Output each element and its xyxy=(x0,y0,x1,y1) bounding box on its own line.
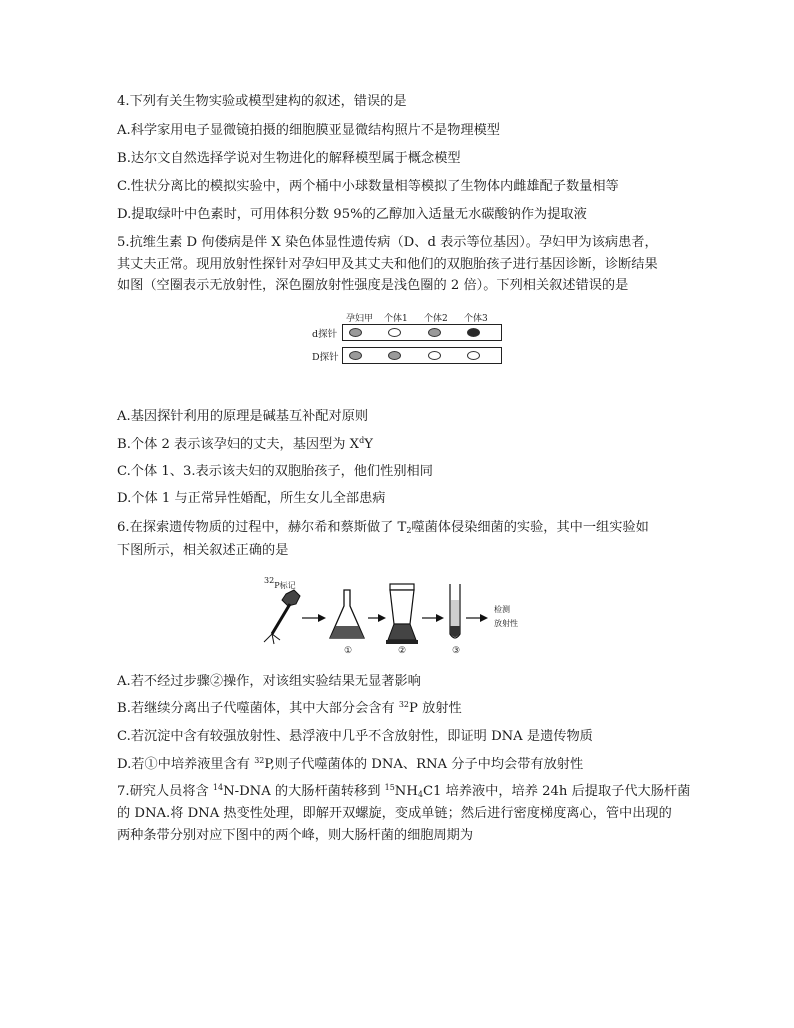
phage-icon xyxy=(264,590,300,644)
d-probe-spot-pregnant-woman xyxy=(349,328,362,337)
q5-stem-line-2: 其丈夫正常。现用放射性探针对孕妇甲及其丈夫和他们的双胞胎孩子进行基因诊断，诊断结果 xyxy=(117,257,658,272)
header-pregnant-woman: 孕妇甲 xyxy=(346,314,374,324)
D-probe-spot-individual-1 xyxy=(388,351,401,360)
detect-label: 检测 xyxy=(494,605,510,614)
step-label-3: ③ xyxy=(452,646,461,656)
q6-option-c: C.若沉淀中含有较强放射性、悬浮液中几乎不含放射性，即证明 DNA 是遗传物质 xyxy=(117,729,593,744)
header-individual-2: 个体2 xyxy=(424,314,448,324)
p32-label-text: $^{32}$P标记 xyxy=(264,576,296,590)
q4-option-b: B.达尔文自然选择学说对生物进化的解释模型属于概念模型 xyxy=(117,151,461,166)
D-probe-label: D探针 xyxy=(312,352,339,363)
step-label-2: ② xyxy=(398,646,407,656)
q5-stem-line-3: 如图（空圈表示无放射性，深色圈放射性强度是浅色圈的 2 倍）。下列相关叙述错误的是 xyxy=(117,278,629,293)
q4-option-d: D.提取绿叶中色素时，可用体积分数 95%的乙醇加入适量无水碳酸钠作为提取液 xyxy=(117,207,587,222)
q4-option-a: A.科学家用电子显微镜拍摄的细胞膜亚显微结构照片不是物理模型 xyxy=(117,123,500,138)
q4-option-c: C.性状分离比的模拟实验中，两个桶中小球数量相等模拟了生物体内雌雄配子数量相等 xyxy=(117,179,619,194)
d-probe-spot-individual-1 xyxy=(388,328,401,337)
arrow-icon xyxy=(422,614,444,622)
probe-diagram xyxy=(312,311,502,373)
q6-option-b: B.若继续分离出子代噬菌体，其中大部分会含有 $^{32}$P 放射性 xyxy=(117,700,462,716)
D-probe-spot-individual-2 xyxy=(428,351,441,360)
q5-stem-line-1: 5.抗维生素 D 佝偻病是伴 X 染色体显性遗传病（D、d 表示等位基因）。孕妇甲为该病患者， xyxy=(117,235,658,250)
radioactivity-label: 放射性 xyxy=(494,619,518,628)
blender-icon xyxy=(386,584,418,644)
q4-stem: 4.下列有关生物实验或模型建构的叙述，错误的是 xyxy=(117,94,407,109)
q6-option-a: A.若不经过步骤②操作，对该组实验结果无显著影响 xyxy=(117,674,421,689)
q5-option-c: C.个体 1、3.表示该夫妇的双胞胎孩子，他们性别相同 xyxy=(117,464,433,479)
step-label-1: ① xyxy=(344,646,353,656)
D-probe-spot-pregnant-woman xyxy=(349,351,362,360)
q7-stem-line-3: 两种条带分别对应下图中的两个峰，则大肠杆菌的细胞周期为 xyxy=(117,828,474,843)
d-probe-spot-individual-3 xyxy=(467,328,480,337)
d-probe-label: d探针 xyxy=(312,329,338,340)
test-tube-icon xyxy=(450,584,460,638)
q6-option-d: D.若①中培养液里含有 $^{32}$P,则子代噬菌体的 DNA、RNA 分子中均会带有放射性 xyxy=(117,756,584,772)
q5-option-a: A.基因探针利用的原理是碱基互补配对原则 xyxy=(117,409,369,424)
D-probe-spot-individual-3 xyxy=(467,351,480,360)
D-probe-strip xyxy=(342,347,502,364)
flask-icon xyxy=(330,590,364,638)
q6-stem-line-2: 下图所示，相关叙述正确的是 xyxy=(117,543,289,558)
phage-experiment-diagram xyxy=(250,576,550,662)
header-individual-1: 个体1 xyxy=(384,314,408,324)
q5-option-d: D.个体 1 与正常异性婚配，所生女儿全部患病 xyxy=(117,491,386,506)
q7-stem-line-1: 7.研究人员将含 $^{14}$N-DNA 的大肠杆菌转移到 $^{15}NH_4C1$ 培养液中，培养 24h 后提取子代大肠杆菌 xyxy=(117,783,691,799)
q7-stem-line-2: 的 DNA.将 DNA 热变性处理，即解开双螺旋，变成单链；然后进行密度梯度离心，管中出现的 xyxy=(117,806,672,821)
header-individual-3: 个体3 xyxy=(464,314,488,324)
q6-stem-line-1: 6.在探索遗传物质的过程中，赫尔希和蔡斯做了 $T_2$噬菌体侵染细菌的实验，其中一组实验如 xyxy=(117,520,649,535)
arrow-icon xyxy=(466,614,488,622)
arrow-icon xyxy=(302,614,326,622)
d-probe-strip xyxy=(342,324,502,341)
d-probe-spot-individual-2 xyxy=(428,328,441,337)
arrow-icon xyxy=(368,614,386,622)
q5-option-b: B.个体 2 表示该孕妇的丈夫，基因型为 $X^dY$ xyxy=(117,436,373,452)
